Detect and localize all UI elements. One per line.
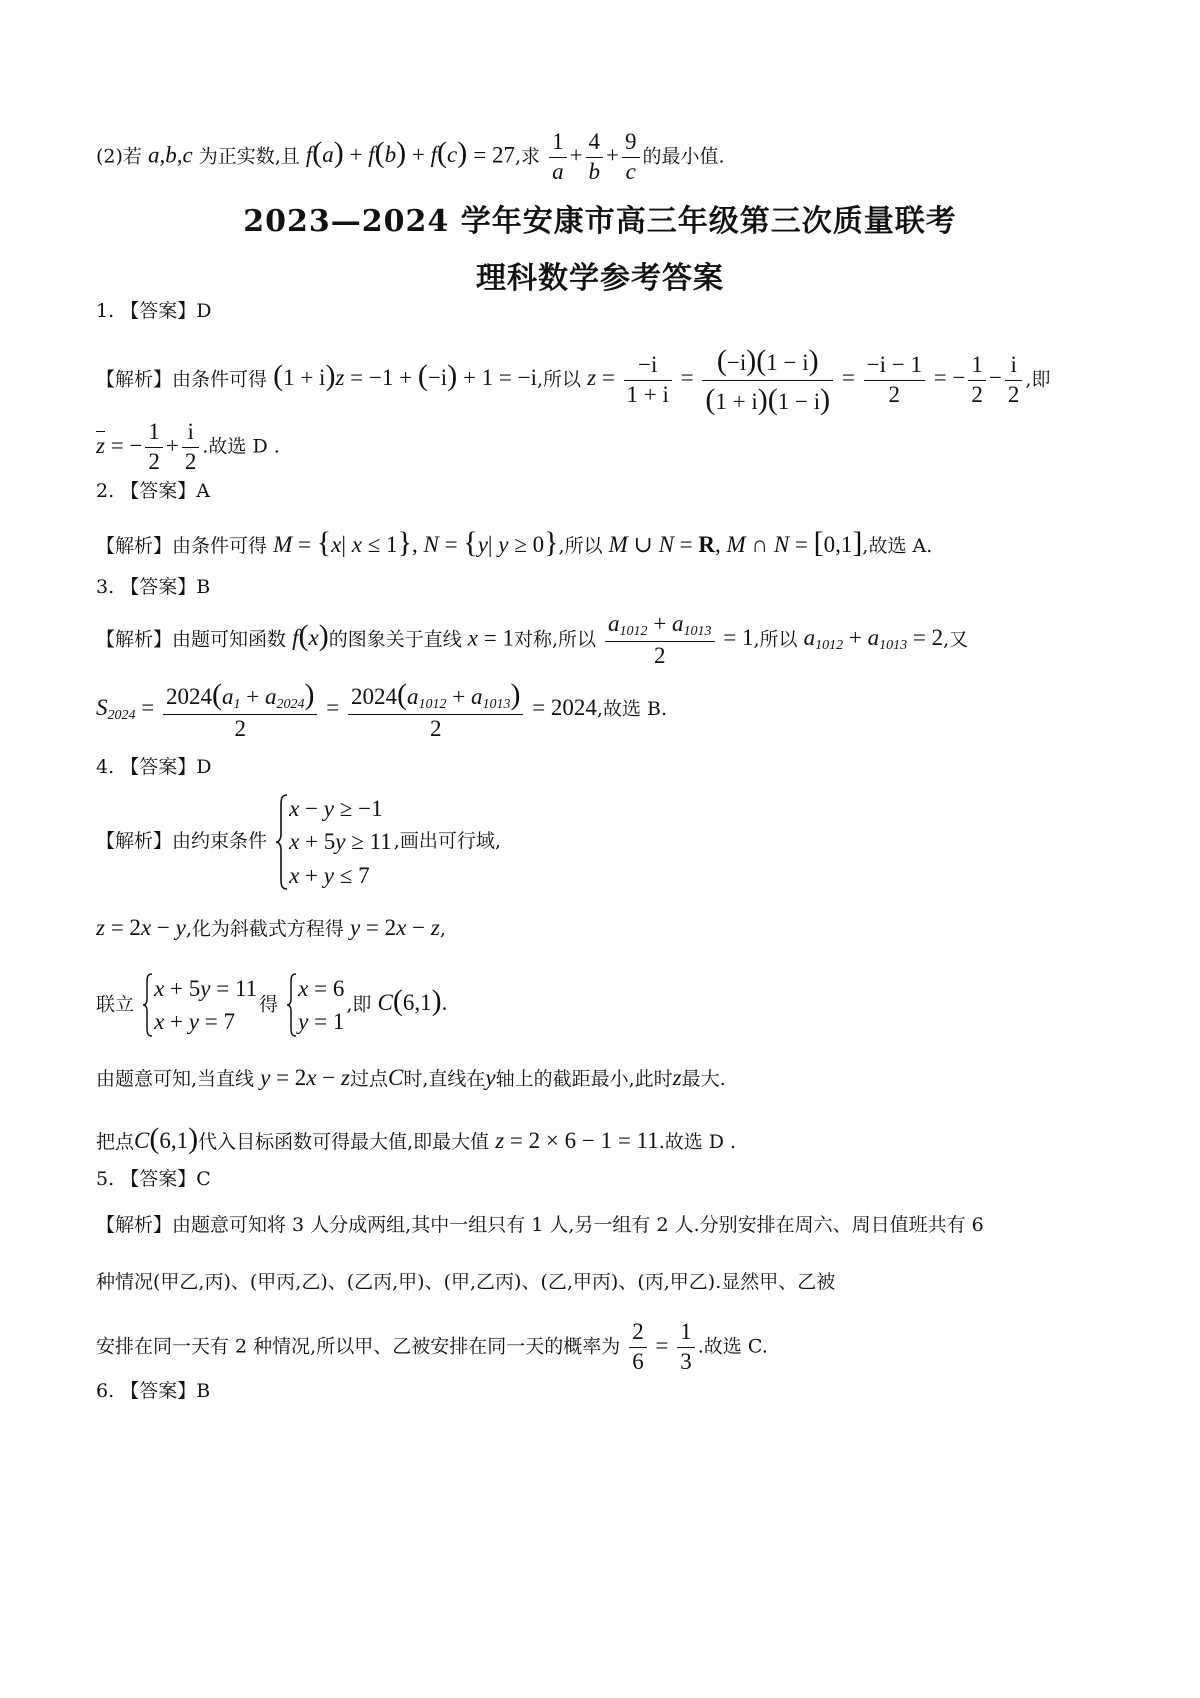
q2-answer-value: A [196,480,210,502]
q5-text-4: .故选 C. [697,1335,768,1358]
q4-slope-form: y = 2x − z [349,915,440,940]
q1-text-2: ,所以 [537,368,582,391]
answer-label: 【答案】 [120,1380,197,1402]
q3-formula-1: $\frac{a_{1012} + a_{1013}}{2}$ = 1 [602,625,753,650]
q2-text-2: ,求 [514,145,541,168]
q3-text-5: ,又 [943,628,969,651]
q4-line5-c: .故选 D . [658,1131,737,1153]
q4-analysis-line-1 [96,792,1104,892]
q2-vars: a,b,c [147,142,193,168]
q4-line5-a: 把点 [96,1131,135,1153]
analysis-label: 【解析】 [96,368,173,391]
q1-number: 1. [96,300,115,322]
left-brace-icon [142,973,154,1037]
q5-answer [96,1168,1104,1192]
q1-formula-1: (1 + i)z = −1 + (−i) + 1 = −i [273,359,538,393]
q5-text-1: 由题意可知将 3 人分成两组,其中一组只有 1 人,另一组有 2 人.分别安排在周六、周日值班共有 6 [172,1214,984,1236]
q6-answer [96,1380,1104,1404]
q4-text-1: 由约束条件 [172,830,268,853]
analysis-label: 【解析】 [96,628,173,651]
q4-analysis-line-3 [96,972,1104,1039]
q2-formula-1: M = {x| x ≤ 1}, N = {y| y ≥ 0} [273,526,559,559]
q2-text-3: ,故选 A. [862,535,933,557]
q4-analysis-line-2 [96,914,1104,943]
q1-text-3: ,即 [1025,368,1051,391]
q6-number: 6. [96,1380,115,1402]
q2-answer [96,480,1104,504]
page-title: 2023—2024 学年安康市高三年级第三次质量联考 [243,204,957,239]
q4-line4-b: 过点 [349,1068,388,1090]
q4-objective: z = 2x − y [96,915,186,940]
q4-constraint-system: x − y ≥ −1 x + 5y ≥ 11 x + y ≤ 7 [275,792,392,892]
q4-line4-e: 最大. [681,1068,726,1090]
q5-text-3: 安排在同一天有 2 种情况,所以甲、乙被安排在同一天的概率为 [96,1335,621,1358]
answer-label: 【答案】 [120,1168,197,1190]
q1-analysis-line-1 [96,342,1104,418]
q4-point-c-2: C(6,1) [134,1122,199,1155]
analysis-label: 【解析】 [96,535,173,557]
q3-formula-2: $a_{1012} + a_{1013} = 2$ [803,625,944,654]
q4-c-var: C [387,1065,404,1090]
answer-label: 【答案】 [120,480,197,502]
q3-analysis-line-1 [96,610,1104,670]
q1-answer [96,300,1104,324]
answer-label: 【答案】 [120,756,197,778]
analysis-label: 【解析】 [96,830,173,853]
page-subtitle: 理科数学参考答案 [476,261,724,296]
q4-system-1: x + 5y = 11 x + y = 7 [142,972,257,1039]
q1-analysis-line-2 [96,418,1104,477]
q4-line3-mid2: ,即 [346,993,372,1016]
q4-max-value: z = 2 × 6 − 1 = 11 [495,1128,659,1153]
q3-x1: x = 1 [467,625,514,651]
q4-line-eq: y = 2x − z [260,1065,350,1090]
q5-text-2: 种情况(甲乙,丙)、(甲丙,乙)、(乙丙,甲)、(甲,乙丙)、(乙,甲丙)、(丙,甲乙).显然甲、乙被 [96,1271,836,1293]
q4-analysis-line-4 [96,1064,1104,1093]
q2-frac-3: $\frac{9}{c}$ [622,128,640,187]
q4-analysis-line-5 [96,1120,1104,1158]
q4-point-c: C(6,1). [377,984,448,1018]
q2-frac-1: $\frac{1}{a}$ [549,128,567,187]
q5-analysis-line-3 [96,1318,1104,1377]
q1-formula-3: z = − $\frac{1}{2}$ + $\frac{i}{2}$ [96,433,202,458]
q3-text-6: ,故选 B. [596,697,668,720]
q4-text-2: ,画出可行域, [393,830,501,853]
q3-analysis-line-2 [96,676,1104,743]
q1-text-4: .故选 D . [202,435,280,458]
q4-answer-value: D [196,756,212,778]
q3-formula-3: $S_{2024}$ = $\frac{2024(a_1 + a_{2024})}{2}$ = $\frac{2024(a_{1012} + a_{1013})}{2}$ = 2024 [96,678,597,741]
q3-text-1: 由题可知函数 [172,628,287,651]
q4-line2-end: , [439,918,446,940]
q5-probability: $\frac{2}{6}$ = $\frac{1}{3}$ [626,1333,697,1358]
q4-answer [96,756,1104,780]
left-brace-icon [275,794,289,890]
q2-label: (2)若 [96,145,142,168]
answer-label: 【答案】 [120,576,197,598]
q1-answer-value: D [196,300,212,322]
q2-number: 2. [96,480,115,502]
q4-z-var: z [672,1065,682,1090]
q4-line4-d: 轴上的截距最小,此时 [495,1068,673,1090]
q4-line2-text: ,化为斜截式方程得 [185,918,344,940]
q4-number: 4. [96,756,115,778]
answer-label: 【答案】 [120,300,197,322]
q5-analysis-line-1 [96,1214,1104,1238]
q2-text-end: 的最小值. [642,145,725,168]
q4-line3-start: 联立 [96,993,135,1016]
q4-system-2: x = 6 y = 1 [286,972,344,1039]
q3-answer [96,576,1104,600]
q2-expression: f(a) + f(b) + f(c) [305,136,468,170]
q3-fx: f(x) [292,619,329,653]
q4-line4-a: 由题意可知,当直线 [96,1068,255,1090]
q4-line5-b: 代入目标函数可得最大值,即最大值 [198,1131,490,1153]
q3-number: 3. [96,576,115,598]
q5-analysis-line-2 [96,1271,1104,1295]
q2-text-1: 为正实数,且 [198,145,300,168]
q2-analysis [96,524,1104,562]
q5-answer-value: C [196,1168,211,1190]
q3-text-4: ,所以 [753,628,798,651]
q6-answer-value: B [196,1380,211,1402]
q2-frac-2: $\frac{4}{b}$ [586,128,604,187]
question-2-line: (2)若 a,b,c 为正实数,且 f(a) + f(b) + f(c) = 27,求 $\frac{1}{a}$ + $\frac{4}{b}$ + $\frac{9}{c}$ 的最小值. [96,128,1104,187]
q1-formula-2: z = $\frac{-i}{1 + i}$ = $\frac{(-i)(1 - i)}{(1 + i)(1 - i)}$ = $\frac{-i - 1}{2}$ = − $\frac{1}{2}$ − $\frac{i}{2}$ [587,365,1025,390]
q3-text-2: 的图象关于直线 [328,628,462,651]
q2-formula-2: M ∪ N = R, M ∩ N = [0,1] [608,526,863,559]
left-brace-icon [286,973,298,1037]
q4-y-var: y [485,1065,496,1090]
q3-answer-value: B [196,576,211,598]
q1-text-1: 由条件可得 [172,368,268,391]
q4-line4-c: 时,直线在 [403,1068,486,1090]
q2-text-1: 由条件可得 [172,535,268,557]
analysis-label: 【解析】 [96,1214,173,1236]
q2-eq-value: = 27 [473,142,515,168]
q2-text-2: ,所以 [558,535,603,557]
q3-text-3: 对称,所以 [513,628,596,651]
q4-line3-mid: 得 [259,993,279,1016]
q5-number: 5. [96,1168,115,1190]
